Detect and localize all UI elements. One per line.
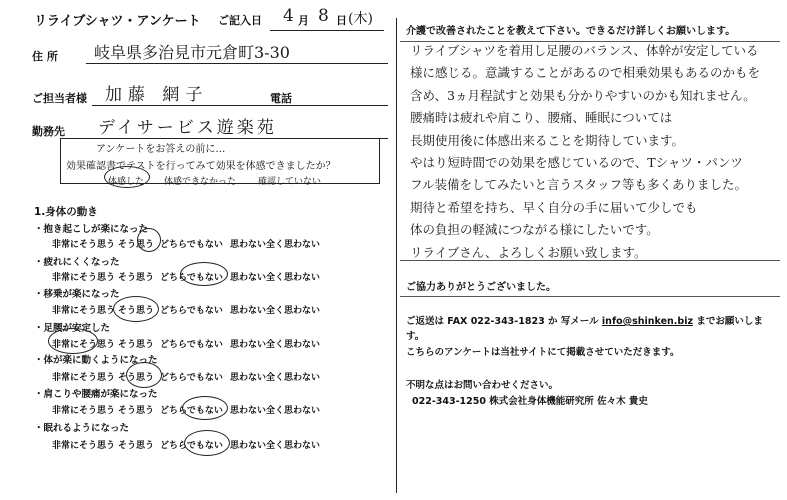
response-line: 期待と希望を持ち、早く自分の手に届いて少しでも xyxy=(410,199,698,215)
response-line: 含め、3ヵ月程試すと効果も分かりやすいのかも知れません。 xyxy=(410,87,756,103)
scale-agree[interactable]: そう思う xyxy=(118,373,155,383)
selection-circle xyxy=(126,362,162,388)
date-day: 8 xyxy=(318,6,329,26)
selection-circle xyxy=(180,262,228,286)
section1-title: 1.身体の動き xyxy=(34,206,98,218)
pre-option-selected-circle xyxy=(104,166,150,188)
person-value: 加藤 網子 xyxy=(105,85,209,105)
pre-question-heading: アンケートをお答えの前に… xyxy=(96,144,226,155)
item-label: ・疲れにくくなった xyxy=(34,257,120,268)
scale-neutral[interactable]: どちらでもない xyxy=(160,373,223,383)
date-label: ご記入日 xyxy=(218,14,262,27)
scale-very[interactable]: 非常にそう思う xyxy=(52,373,116,383)
selection-circle xyxy=(48,328,98,354)
date-month-unit: 月 xyxy=(298,14,309,27)
scale-neutral[interactable]: どちらでもない xyxy=(160,340,223,350)
scale-strong-disagree[interactable]: 全く思わない xyxy=(266,240,321,250)
pre-option-not-checked[interactable]: 確認していない xyxy=(258,177,322,187)
response-line: やはり短時間での効果を感じているので、Tシャツ・パンツ xyxy=(410,155,743,171)
response-line: 腰痛時は疲れや肩こり、腰痛、睡眠については xyxy=(410,110,673,126)
person-label: ご担当者様 xyxy=(32,92,87,105)
scale-agree[interactable]: そう思う xyxy=(118,406,155,416)
scale-disagree[interactable]: 思わない xyxy=(230,306,267,316)
scale-disagree[interactable]: 思わない xyxy=(230,240,267,250)
contact-heading: 不明な点はお問い合わせください。 xyxy=(406,380,559,391)
date-day-unit: 日 xyxy=(336,14,347,27)
thanks-divider xyxy=(400,296,780,297)
response-line: 様に感じる。意識することがあるので相乗効果もあるのかもを xyxy=(410,65,761,81)
pre-question-text: 効果確認書でテストを行ってみて効果を体感できましたか？ xyxy=(66,161,336,172)
scale-disagree[interactable]: 思わない xyxy=(230,373,267,383)
scale-very[interactable]: 非常にそう思う xyxy=(52,240,116,250)
scale-disagree[interactable]: 思わない xyxy=(230,273,267,283)
date-weekday: (木) xyxy=(348,11,373,27)
thanks-text: ご協力ありがとうございました。 xyxy=(406,282,556,293)
office-value: デイサービス遊楽苑 xyxy=(98,118,277,138)
selection-circle xyxy=(184,430,230,456)
address-label: 住 所 xyxy=(32,50,58,63)
scale-disagree[interactable]: 思わない xyxy=(230,340,267,350)
scale-strong-disagree[interactable]: 全く思わない xyxy=(266,441,321,451)
scale-very[interactable]: 非常にそう思う xyxy=(52,441,116,451)
scale-very[interactable]: 非常にそう思う xyxy=(52,273,116,283)
scale-very[interactable]: 非常にそう思う xyxy=(52,306,116,316)
selection-circle xyxy=(182,396,228,420)
scale-disagree[interactable]: 思わない xyxy=(230,441,267,451)
selection-circle xyxy=(113,296,159,322)
scale-very[interactable]: 非常にそう思う xyxy=(52,340,116,350)
publish-note: こちらのアンケートは当社サイトにて掲載させていただきます。 xyxy=(406,347,680,358)
response-line: フル装備をしてみたいと言うスタッフ等も多くありました。 xyxy=(410,177,748,193)
response-rule xyxy=(400,41,780,42)
office-label: 勤務先 xyxy=(32,125,65,138)
return-text: ご返送は FAX 022-343-1823 か 写メール xyxy=(406,316,599,327)
scale-agree[interactable]: そう思う xyxy=(118,273,155,283)
pre-option-felt[interactable]: 体感した xyxy=(108,177,145,187)
scale-strong-disagree[interactable]: 全く思わない xyxy=(266,306,321,316)
item-label: ・足腰が安定した xyxy=(34,323,111,334)
scale-strong-disagree[interactable]: 全く思わない xyxy=(266,273,321,283)
return-text-wrap: す。 xyxy=(406,331,425,342)
scale-agree[interactable]: そう思う xyxy=(118,441,155,451)
scale-very[interactable]: 非常にそう思う xyxy=(52,406,116,416)
item-label: ・移乗が楽になった xyxy=(34,289,120,300)
scale-agree[interactable]: そう思う xyxy=(118,240,155,250)
improvement-prompt: 介護で改善されたことを教えて下さい。できるだけ詳しくお願いします。 xyxy=(406,26,736,37)
scale-strong-disagree[interactable]: 全く思わない xyxy=(266,373,321,383)
phone-label: 電話 xyxy=(270,92,292,105)
scale-neutral[interactable]: どちらでもない xyxy=(160,273,223,283)
address-underline xyxy=(86,63,388,64)
contact-line: 022-343-1250 株式会社身体機能研究所 佐々木 貴史 xyxy=(412,396,648,407)
scale-strong-disagree[interactable]: 全く思わない xyxy=(266,340,321,350)
response-line: リライブシャツを着用し足腰のバランス、体幹が安定している xyxy=(410,43,759,58)
date-month: 4 xyxy=(283,6,294,26)
return-info xyxy=(406,313,763,327)
scale-agree[interactable]: そう思う xyxy=(118,306,155,316)
response-line: リライブさん、よろしくお願い致します。 xyxy=(410,244,647,260)
item-label: ・眠れるようになった xyxy=(34,423,130,434)
response-line: 体の負担の軽減につながる様にしたいです。 xyxy=(410,222,659,238)
scale-neutral[interactable]: どちらでもない xyxy=(160,441,223,451)
item-label: ・体が楽に動くようになった xyxy=(34,355,158,366)
response-line: 長期使用後に体感出来ることを期待しています。 xyxy=(410,132,685,148)
scale-disagree[interactable]: 思わない xyxy=(230,406,267,416)
page-title: リライブシャツ・アンケート xyxy=(34,14,201,29)
person-underline xyxy=(92,105,388,106)
scale-neutral[interactable]: どちらでもない xyxy=(160,306,223,316)
response-rule xyxy=(400,260,780,261)
selection-circle xyxy=(137,228,161,252)
column-divider xyxy=(396,18,397,493)
date-underline xyxy=(270,30,384,31)
pre-option-not-felt[interactable]: 体感できなかった xyxy=(164,177,237,187)
address-value: 岐阜県多治見市元倉町3-30 xyxy=(94,43,290,62)
item-label: ・抱き起こしが楽になった xyxy=(34,224,149,235)
scale-strong-disagree[interactable]: 全く思わない xyxy=(266,406,321,416)
scale-neutral[interactable]: どちらでもない xyxy=(160,406,223,416)
handwritten-response xyxy=(410,40,787,264)
item-label: ・肩こりや腰痛が楽になった xyxy=(34,389,158,400)
return-text-end: までお願いしま xyxy=(696,316,763,327)
email-link[interactable]: info@shinken.biz xyxy=(601,316,694,327)
scale-agree[interactable]: そう思う xyxy=(118,340,155,350)
scale-neutral[interactable]: どちらでもない xyxy=(160,240,223,250)
